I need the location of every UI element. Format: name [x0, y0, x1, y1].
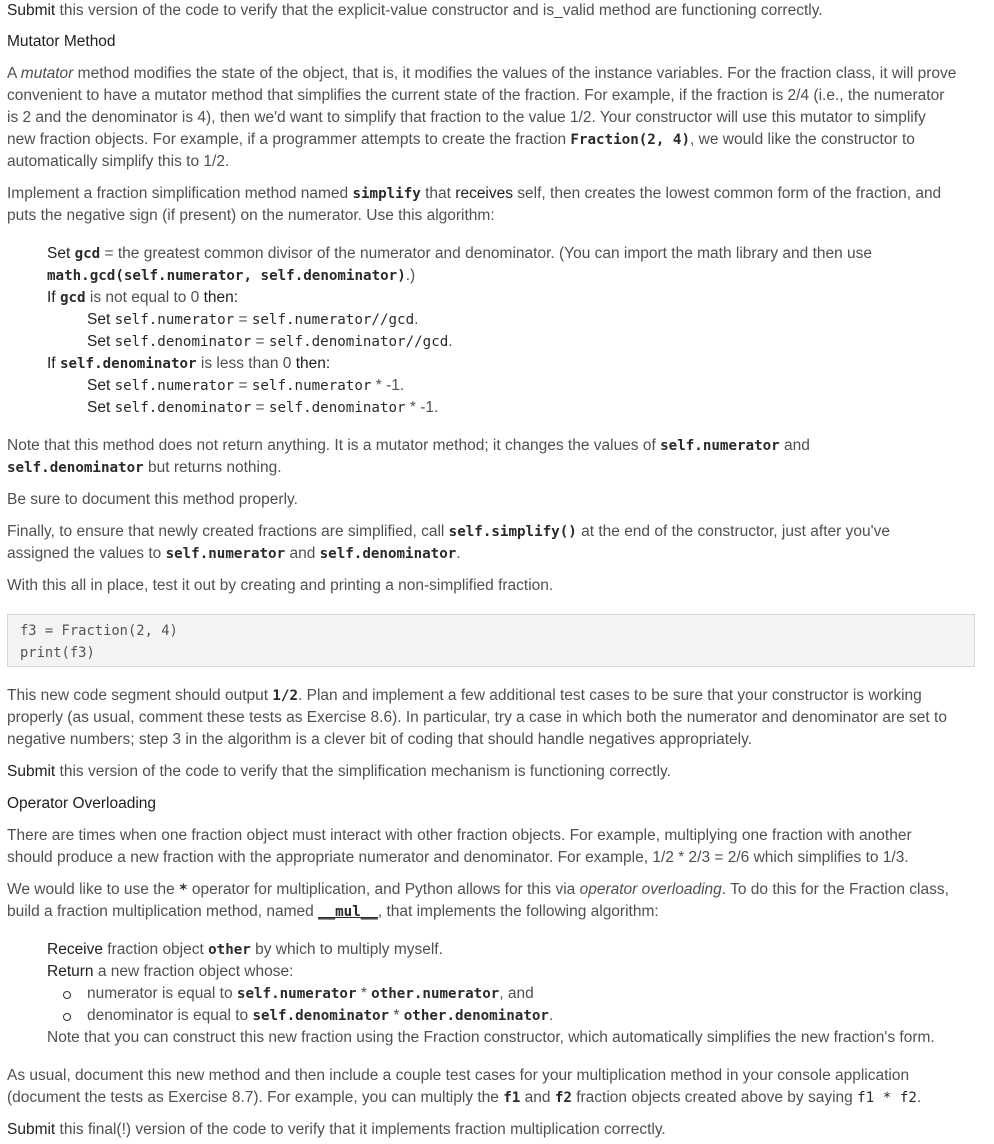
mutator-paragraph-line2: convenient to have a mutator method that simplifies the current state of the fraction. For example, if the fraction is 2/4 (i.e., the numerator	[7, 87, 945, 104]
algorithm2-return: Return a new fraction object whose:	[47, 963, 294, 980]
simplify-paragraph-line2: puts the negative sign (if present) on the numerator. Use this algorithm:	[7, 207, 495, 224]
code-block	[7, 614, 975, 667]
code-line-2: print(f3)	[20, 645, 95, 661]
algorithm-step-if-negative: If self.denominator is less than 0 then:	[47, 355, 331, 372]
mutator-paragraph-line1: A mutator method modifies the state of the object, that is, it modifies the values of the instance variables. For the fraction class, it will prove	[7, 65, 957, 82]
algorithm2-note: Note that you can construct this new fraction using the Fraction constructor, which automatically simplifies the new fraction's form.	[47, 1029, 935, 1046]
overload-paragraph-line1: There are times when one fraction object must interact with other fraction objects. For example, multiplying one fraction with another	[7, 827, 912, 844]
mutator-paragraph-line4: new fraction objects. For example, if a programmer attempts to create the fraction Fraction(2, 4), we would like the constructor to	[7, 131, 915, 148]
finally-paragraph-line2: assigned the values to self.numerator and self.denominator.	[7, 545, 461, 562]
algorithm-step-negate-numerator: Set self.numerator = self.numerator * -1.	[87, 377, 405, 394]
bullet-icon	[63, 991, 71, 999]
algorithm2-bullet-numerator: numerator is equal to self.numerator * other.numerator, and	[87, 985, 534, 1002]
output-paragraph-line1: This new code segment should output 1/2. Plan and implement a few additional test cases to be sure that your constructor is working	[7, 687, 922, 704]
submit-paragraph-3: Submit this final(!) version of the code to verify that it implements fraction multiplication correctly.	[7, 1121, 666, 1138]
submit-paragraph-2: Submit this version of the code to verify that the simplification mechanism is functioning correctly.	[7, 763, 671, 780]
algorithm-step-set-gcd: Set gcd = the greatest common divisor of the numerator and denominator. (You can import the math library and then use	[47, 245, 873, 262]
mutator-paragraph-line5: automatically simplify this to 1/2.	[7, 153, 230, 170]
mutator-method-heading: Mutator Method	[7, 33, 116, 50]
overload-paragraph-line2: should produce a new fraction with the appropriate numerator and denominator. For example, 1/2 * 2/3 = 2/6 which simplifies to 1/3.	[7, 849, 909, 866]
algorithm-step-set-numerator-gcd: Set self.numerator = self.numerator//gcd.	[87, 311, 419, 328]
test-paragraph: With this all in place, test it out by creating and printing a non-simplified fraction.	[7, 577, 554, 594]
operator-paragraph-line2: build a fraction multiplication method, named __mul__, that implements the following algorithm:	[7, 903, 659, 920]
document-note: Be sure to document this method properly.	[7, 491, 298, 508]
algorithm-step-if-gcd: If gcd is not equal to 0 then:	[47, 289, 239, 306]
simplify-paragraph-line1: Implement a fraction simplification method named simplify that receives self, then creates the lowest common form of the fraction, and	[7, 185, 942, 202]
mutator-paragraph-line3: is 2 and the denominator is 4), then we'd want to simplify that fraction to the value 1/2. Your constructor will use this mutator to simplify	[7, 109, 926, 126]
operator-overloading-heading: Operator Overloading	[7, 795, 157, 812]
note-paragraph-line1: Note that this method does not return anything. It is a mutator method; it changes the values of self.numerator and	[7, 437, 810, 454]
final-paragraph-line1: As usual, document this new method and then include a couple test cases for your multiplication method in your console application	[7, 1067, 910, 1084]
output-paragraph-line3: negative numbers; step 3 in the algorithm is a clever bit of coding that should handle negatives appropriately.	[7, 731, 753, 748]
code-line-1: f3 = Fraction(2, 4)	[20, 623, 178, 639]
algorithm-step-gcd-call: math.gcd(self.numerator, self.denominator).)	[47, 267, 416, 284]
operator-paragraph-line1: We would like to use the * operator for multiplication, and Python allows for this via operator overloading. To do this for the Fraction class,	[7, 881, 949, 898]
note-paragraph-line2: self.denominator but returns nothing.	[7, 459, 282, 476]
output-paragraph-line2: properly (as usual, comment these tests as Exercise 8.6). In particular, try a case in which both the numerator and denominator are set to	[7, 709, 947, 726]
bullet-icon	[63, 1013, 71, 1021]
algorithm-step-negate-denominator: Set self.denominator = self.denominator * -1.	[87, 399, 439, 416]
algorithm2-receive: Receive fraction object other by which to multiply myself.	[47, 941, 443, 958]
final-paragraph-line2: (document the tests as Exercise 8.7). For example, you can multiply the f1 and f2 fraction objects created above by saying f1 * f2.	[7, 1089, 922, 1106]
finally-paragraph-line1: Finally, to ensure that newly created fractions are simplified, call self.simplify() at the end of the constructor, just after you've	[7, 523, 890, 540]
algorithm2-bullet-denominator: denominator is equal to self.denominator * other.denominator.	[87, 1007, 554, 1024]
submit-paragraph-1: Submit this version of the code to verify that the explicit-value constructor and is_valid method are functioning correctly.	[7, 2, 823, 19]
algorithm-step-set-denominator-gcd: Set self.denominator = self.denominator//gcd.	[87, 333, 453, 350]
